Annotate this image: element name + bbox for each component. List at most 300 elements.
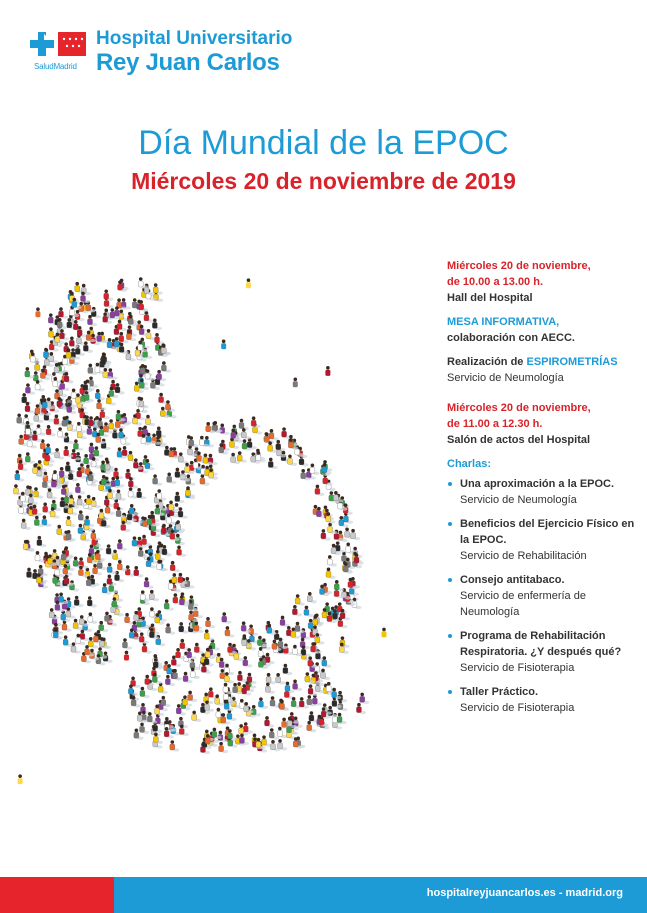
crowd-person: [221, 717, 226, 723]
crowd-person: [75, 348, 80, 354]
crowd-person: [223, 694, 228, 700]
crowd-head: [106, 460, 110, 464]
crowd-head: [161, 407, 165, 411]
crowd-head: [69, 504, 73, 508]
crowd-head: [29, 494, 33, 498]
crowd-head: [353, 547, 357, 551]
crowd-person: [224, 703, 229, 709]
crowd-head: [26, 425, 30, 429]
crowd-head: [132, 696, 136, 700]
crowd-person: [209, 472, 214, 478]
crowd-head: [222, 339, 226, 343]
crowd-person: [49, 612, 54, 618]
talk-title: Beneficios del Ejercicio Físico en la EPOC.: [460, 518, 635, 546]
crowd-person: [86, 334, 91, 340]
crowd-head: [68, 396, 72, 400]
crowd-head: [155, 705, 159, 709]
crowd-person: [107, 342, 112, 348]
crowd-head: [67, 318, 71, 322]
crowd-person: [244, 706, 249, 712]
crowd-head: [50, 608, 54, 612]
crowd-person: [295, 625, 300, 631]
crowd-head: [284, 664, 288, 668]
crowd-head: [231, 429, 235, 433]
crowd-person: [283, 668, 288, 674]
crowd-person: [138, 281, 143, 287]
crowd-person: [325, 370, 330, 376]
crowd-person: [143, 521, 148, 527]
crowd-person: [97, 403, 102, 409]
crowd-head: [141, 703, 145, 707]
crowd-head: [33, 569, 37, 573]
crowd-head: [336, 541, 340, 545]
crowd-person: [241, 625, 246, 631]
crowd-person: [109, 423, 114, 429]
crowd-head: [125, 613, 129, 617]
crowd-person: [166, 627, 171, 633]
crowd-head: [189, 610, 193, 614]
crowd-person: [310, 467, 315, 473]
crowd-person: [42, 402, 47, 408]
crowd-person: [47, 558, 52, 564]
crowd-person: [116, 511, 121, 517]
crowd-person: [73, 560, 78, 566]
crowd-head: [240, 419, 244, 423]
crowd-person: [180, 643, 185, 649]
crowd-head: [122, 298, 126, 302]
crowd-head: [76, 483, 80, 487]
crowd-person: [63, 639, 68, 645]
crowd-person: [293, 683, 298, 689]
crowd-person: [35, 384, 40, 390]
crowd-head: [59, 593, 63, 597]
crowd-head: [339, 531, 343, 535]
crowd-head: [344, 503, 348, 507]
crowd-head: [271, 696, 275, 700]
crowd-head: [21, 492, 25, 496]
crowd-person: [57, 529, 62, 535]
crowd-head: [332, 688, 336, 692]
crowd-head: [314, 505, 318, 509]
crowd-head: [176, 520, 180, 524]
crowd-head: [176, 648, 180, 652]
crowd-head: [33, 464, 37, 468]
crowd-person: [287, 721, 292, 727]
crowd-person: [156, 639, 161, 645]
crowd-person: [177, 549, 182, 555]
crowd-person: [179, 728, 184, 734]
crowd-person: [115, 387, 120, 393]
crowd-person: [62, 420, 67, 426]
crowd-person: [46, 429, 51, 435]
crowd-head: [87, 495, 91, 499]
crowd-head: [19, 460, 23, 464]
crowd-head: [22, 519, 26, 523]
crowd-person: [30, 356, 35, 362]
crowd-head: [267, 673, 271, 677]
crowd-person: [153, 725, 158, 731]
crowd-head: [68, 421, 72, 425]
crowd-head: [120, 309, 124, 313]
crowd-person: [280, 619, 285, 625]
crowd-person: [57, 322, 62, 328]
crowd-person: [81, 295, 86, 301]
crowd-head: [276, 440, 280, 444]
crowd-person: [145, 418, 150, 424]
crowd-person: [61, 554, 66, 560]
crowd-head: [289, 435, 293, 439]
crowd-head: [206, 734, 210, 738]
crowd-person: [116, 414, 121, 420]
crowd-person: [59, 333, 64, 339]
crowd-head: [117, 410, 121, 414]
crowd-head: [288, 455, 292, 459]
crowd-head: [140, 379, 144, 383]
crowd-person: [128, 491, 133, 497]
crowd-person: [178, 577, 183, 583]
crowd-person: [86, 580, 91, 586]
crowd-head: [18, 774, 22, 778]
crowd-person: [179, 599, 184, 605]
crowd-person: [192, 714, 197, 720]
crowd-head: [57, 525, 61, 529]
crowd-head: [89, 376, 93, 380]
crowd-person: [299, 459, 304, 465]
crowd-person: [167, 668, 172, 674]
crowd-person: [219, 662, 224, 668]
crowd-person: [162, 549, 167, 555]
crowd-head: [197, 452, 201, 456]
crowd-person: [128, 318, 133, 324]
crowd-head: [355, 553, 359, 557]
crowd-head: [340, 516, 344, 520]
crowd-person: [242, 640, 247, 646]
crowd-person: [345, 531, 350, 537]
crowd-head: [205, 466, 209, 470]
crowd-head: [172, 656, 176, 660]
crowd-head: [97, 332, 101, 336]
espiro-line: [447, 354, 637, 370]
crowd-head: [82, 284, 86, 288]
crowd-head: [90, 443, 94, 447]
crowd-head: [225, 700, 229, 704]
crowd-head: [55, 315, 59, 319]
crowd-head: [189, 600, 193, 604]
crowd-person: [129, 508, 134, 514]
crowd-person: [43, 506, 48, 512]
crowd-person: [168, 583, 173, 589]
crowd-head: [67, 348, 71, 352]
crowd-head: [167, 513, 171, 517]
crowd-person: [227, 713, 232, 719]
crowd-person: [42, 482, 47, 488]
crowd-person: [93, 636, 98, 642]
crowd-head: [56, 333, 60, 337]
crowd-head: [233, 683, 237, 687]
crowd-head: [55, 415, 59, 419]
crowd-person: [161, 700, 166, 706]
crowd-person: [185, 467, 190, 473]
crowd-head: [123, 638, 127, 642]
crowd-head: [205, 436, 209, 440]
crowd-person: [242, 688, 247, 694]
crowd-person: [65, 465, 70, 471]
crowd-person: [328, 526, 333, 532]
crowd-person: [247, 677, 252, 683]
crowd-head: [326, 366, 330, 370]
crowd-person: [71, 646, 76, 652]
crowd-head: [134, 566, 138, 570]
crowd-person: [193, 611, 198, 617]
crowd-head: [312, 674, 316, 678]
crowd-head: [282, 451, 286, 455]
crowd-head: [171, 530, 175, 534]
crowd-person: [122, 450, 127, 456]
crowd-head: [90, 575, 94, 579]
crowd-head: [78, 495, 82, 499]
crowd-head: [54, 628, 58, 632]
crowd-head: [89, 637, 93, 641]
crowd-head: [206, 617, 210, 621]
crowd-head: [48, 488, 52, 492]
crowd-person: [269, 732, 274, 738]
crowd-person: [326, 516, 331, 522]
talk-title: Taller Práctico.: [460, 686, 539, 698]
crowd-head: [325, 509, 329, 513]
crowd-person: [134, 385, 139, 391]
crowd-head: [164, 661, 168, 665]
crowd-person: [176, 708, 181, 714]
crowd-person: [122, 642, 127, 648]
crowd-head: [360, 693, 364, 697]
crowd-person: [268, 461, 273, 467]
crowd-head: [140, 723, 144, 727]
crowd-head: [240, 734, 244, 738]
crowd-head: [301, 469, 305, 473]
crowd-person: [78, 514, 83, 520]
crowd-head: [147, 557, 151, 561]
crowd-head: [52, 500, 56, 504]
crowd-person: [53, 381, 58, 387]
crowd-head: [54, 623, 58, 627]
crowd-head: [269, 458, 273, 462]
crowd-head: [88, 596, 92, 600]
crowd-person: [149, 632, 154, 638]
crowd-head: [201, 465, 205, 469]
crowd-person: [145, 373, 150, 379]
crowd-person: [169, 504, 174, 510]
crowd-person: [119, 336, 124, 342]
crowd-head: [15, 470, 19, 474]
crowd-person: [205, 738, 210, 744]
crowd-person: [102, 587, 107, 593]
crowd-person: [25, 429, 30, 435]
crowd-head: [325, 602, 329, 606]
crowd-head: [51, 507, 55, 511]
crowd-person: [134, 732, 139, 738]
crowd-person: [70, 309, 75, 315]
crowd-head: [67, 597, 71, 601]
crowd-person: [55, 452, 60, 458]
crowd-person: [142, 539, 147, 545]
crowd-head: [323, 463, 327, 467]
crowd-head: [130, 628, 134, 632]
crowd-head: [78, 326, 82, 330]
crowd-person: [158, 686, 163, 692]
crowd-head: [181, 639, 185, 643]
crowd-head: [204, 693, 208, 697]
crowd-person: [104, 426, 109, 432]
crowd-person: [277, 450, 282, 456]
crowd-head: [165, 727, 169, 731]
crowd-head: [140, 397, 144, 401]
crowd-head: [53, 470, 57, 474]
crowd-person: [203, 457, 208, 463]
crowd-head: [31, 352, 35, 356]
crowd-head: [110, 387, 114, 391]
crowd-person: [286, 727, 291, 733]
crowd-head: [251, 452, 255, 456]
crowd-head: [76, 393, 80, 397]
crowd-head: [79, 510, 83, 514]
crowd-person: [270, 700, 275, 706]
crowd-head: [289, 438, 293, 442]
crowd-head: [65, 372, 69, 376]
crowd-person: [17, 417, 22, 423]
session2-time: de 11.00 a 12.30 h.: [447, 418, 543, 430]
crowd-person: [73, 443, 78, 449]
crowd-head: [41, 395, 45, 399]
crowd-head: [114, 468, 118, 472]
crowd-person: [171, 659, 176, 665]
crowd-head: [36, 380, 40, 384]
crowd-head: [118, 539, 122, 543]
crowd-head: [84, 454, 88, 458]
crowd-head: [26, 367, 30, 371]
crowd-person: [106, 548, 111, 554]
crowd-person: [251, 420, 256, 426]
crowd-person: [34, 520, 39, 526]
crowd-person: [139, 304, 144, 310]
crowd-head: [77, 467, 81, 471]
crowd-person: [109, 391, 114, 397]
crowd-head: [179, 452, 183, 456]
crowd-head: [140, 632, 144, 636]
crowd-head: [133, 414, 137, 418]
bullet-icon: [448, 634, 452, 638]
crowd-person: [295, 449, 300, 455]
crowd-head: [157, 427, 161, 431]
crowd-head: [313, 625, 317, 629]
crowd-head: [262, 638, 266, 642]
crowd-person: [157, 374, 162, 380]
crowd-person: [292, 609, 297, 615]
crowd-head: [64, 635, 68, 639]
crowd-head: [340, 643, 344, 647]
crowd-person: [87, 319, 92, 325]
crowd-head: [341, 636, 345, 640]
crowd-head: [144, 455, 148, 459]
crowd-head: [63, 416, 67, 420]
crowd-head: [332, 544, 336, 548]
crowd-head: [201, 703, 205, 707]
crowd-head: [225, 672, 229, 676]
crowd-person: [315, 488, 320, 494]
crowd-person: [62, 624, 67, 630]
crowd-person: [206, 426, 211, 432]
crowd-head: [146, 415, 150, 419]
crowd-person: [104, 293, 109, 299]
crowd-person: [36, 577, 41, 583]
crowd-person: [308, 688, 313, 694]
session2-date: Miércoles 20 de noviembre,: [447, 402, 591, 414]
crowd-person: [101, 464, 106, 470]
crowd-head: [34, 371, 38, 375]
crowd-head: [155, 613, 159, 617]
crowd-person: [33, 468, 38, 474]
crowd-head: [153, 319, 157, 323]
crowd-head: [137, 488, 141, 492]
crowd-head: [282, 427, 286, 431]
crowd-head: [327, 682, 331, 686]
crowd-person: [264, 436, 269, 442]
crowd-person: [305, 676, 310, 682]
crowd-head: [238, 451, 242, 455]
crowd-head: [192, 711, 196, 715]
crowd-head: [108, 489, 112, 493]
crowd-head: [43, 365, 47, 369]
crowd-head: [311, 642, 315, 646]
crowd-head: [300, 697, 304, 701]
crowd-person: [40, 443, 45, 449]
crowd-head: [103, 583, 107, 587]
crowd-person: [99, 641, 104, 647]
crowd-person: [133, 462, 138, 468]
crowd-head: [94, 632, 98, 636]
crowd-head: [253, 737, 257, 741]
crowd-head: [169, 500, 173, 504]
crowd-person: [287, 458, 292, 464]
crowd-head: [141, 590, 145, 594]
crowd-head: [131, 677, 135, 681]
footer-url[interactable]: hospitalreyjuancarlos.es - madrid.org: [426, 887, 623, 899]
crowd-head: [219, 731, 223, 735]
talks-list: [447, 476, 637, 716]
crowd-head: [100, 509, 104, 513]
crowd-person: [110, 312, 115, 318]
crowd-head: [185, 463, 189, 467]
crowd-head: [217, 708, 221, 712]
crowd-person: [48, 317, 53, 323]
crowd-head: [187, 474, 191, 478]
crowd-head: [129, 451, 133, 455]
crowd-head: [221, 713, 225, 717]
crowd-head: [165, 717, 169, 721]
crowd-head: [288, 717, 292, 721]
crowd-head: [89, 364, 93, 368]
crowd-head: [177, 545, 181, 549]
crowd-person: [115, 575, 120, 581]
crowd-head: [206, 648, 210, 652]
crowd-head: [224, 683, 228, 687]
crowd-person: [100, 412, 105, 418]
crowd-person: [15, 474, 20, 480]
crowd-person: [196, 455, 201, 461]
crowd-person: [237, 455, 242, 461]
crowd-head: [323, 608, 327, 612]
crowd-head: [270, 728, 274, 732]
crowd-person: [106, 398, 111, 404]
